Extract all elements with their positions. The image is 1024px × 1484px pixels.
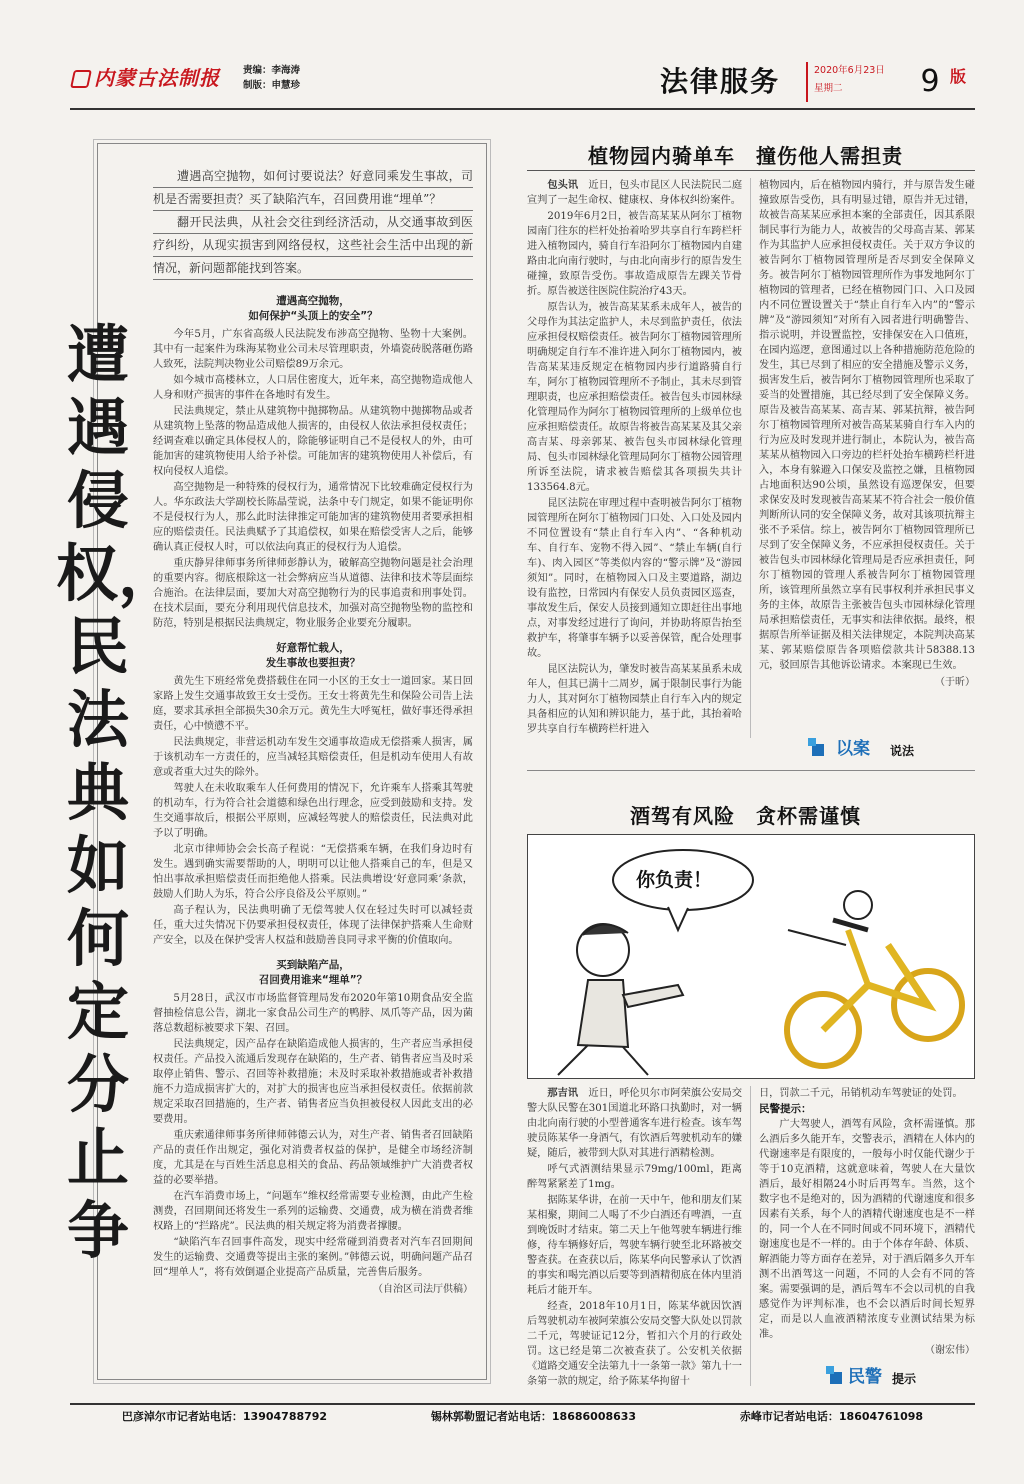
footer-rule (70, 1403, 975, 1405)
story1-title-rule (527, 170, 975, 171)
article-paragraph: 民法典规定，禁止从建筑物中抛掷物品。从建筑物中抛掷物品或者从建筑物上坠落的物品造成他人损害的，由侵权人依法承担侵权责任；经调查难以确定具体侵权人的，除能够证明自己不是侵权人的外，由可能加害的建筑物使用人给予补偿。可能加害的建筑物使用人补偿后，有权向侵权人追偿。 (153, 406, 473, 477)
story1-col2 (759, 178, 975, 692)
article-paragraph: 在汽车消费市场上，“问题车”维权经常需要专业检测，由此产生检测费，召回期间还将发生一系列的运输费、交通费，成为横在消费者维权路上的“拦路虎”。民法典的相关规定将为消费者撑腰。 (153, 1191, 473, 1232)
section-heading: 买到缺陷产品， 召回费用谁来“埋单”？ (258, 959, 368, 986)
cartoon-illustration (527, 834, 975, 1079)
badge-sub: 说法 (890, 744, 915, 758)
section-separator (527, 770, 975, 771)
article-paragraph: 据陈某华讲，在前一天中午，他和朋友们某某相聚，期间二人喝了不少白酒还有啤酒，一直到晚饭时才结束。第二天上午他驾驶车辆进行维修，待车辆修好后，驾驶车辆行驶至北环路被交警查获。在查获以后，陈某华向民警承认了饮酒的事实和喝完酒以后要等到酒精彻底在体内里消耗后才能开车。 (527, 1195, 742, 1296)
footer-contacts (70, 1408, 975, 1424)
article-paragraph: 5月28日，武汉市市场监督管理局发布2020年第10期食品安全监督抽检信息公告，湖北一家食品公司生产的鸭脖、凤爪等产品，因为菌落总数超标被要求下架、召回。 (153, 993, 473, 1034)
intro-paragraph: 翻开民法典，从社会交往到经济活动，从交通事故到医疗纠纷，从现实损害到网络侵权，这些社会生活中出现的新情况，新问题都能找到答案。 (153, 211, 473, 280)
article-paragraph: 重庆索通律师事务所律师韩德云认为，对生产者、销售者召回缺陷产品的责任作出规定，强化对消费者权益的保护，是健全市场经济制度，尤其是在与百姓生活息息相关的食品、药品领域维护广大消费者权益的必要举措。 (153, 1130, 473, 1186)
article-paragraph: 2019年6月2日，被告高某某从阿尔丁植物园南门往东的栏杆处抬着哈罗共享自行车跨栏杆进入植物园内，骑自行车沿阿尔丁植物园内自建路由北向南行驶时，与由北向南步行的原告发生碰撞，致原告受伤。事故造成原告左踝关节骨折。原告被送往医院住院治疗43天。 (527, 211, 742, 297)
article-paragraph: 广大驾驶人，酒驾有风险，贪杯需谨慎。那么酒后多久能开车，交警表示，酒精在人体内的代谢速率是有限度的，一般每小时仅能代谢少于等于10克酒精，这就意味着，驾驶人在大量饮酒后，最好相隔24小时后再驾车。当然，这个数字也不是绝对的，因为酒精的代谢速度和很多因素有关系，每个人的酒精代谢速度也是不一样的，同一个人在不同时间或不同环境下，酒精代谢速度也是不一样的。由于个体存年龄、体质、解酒能力等方面存在差异，对于酒后隔多久开车测不出酒驾这一问题，不同的人会有不同的答案。需要强调的是，酒后驾车不会以司机的自我感觉作为评判标准，也不会以酒后时间长短界定，而是以人血液酒精浓度专业测试结果为标准。 (759, 1119, 975, 1340)
page-suffix: 版 (950, 67, 967, 86)
footer-contact: 赤峰市记者站电话：18604761098 (739, 1410, 924, 1423)
article-paragraph: 原告认为，被告高某某系未成年人，被告的父母作为其法定监护人，未尽到监护责任，依法应承担侵权赔偿责任。被告阿尔丁植物园管理所明确规定自行车不准许进入阿尔丁植物园内，被告高某某违反规定在植物园内步行道路骑自行车，阿尔丁植物园管理所不予制止，其未尽到管理职责，也应承担赔偿责任。被告包头市园林绿化管理局作为阿尔丁植物园管理所的上级单位也应承担赔偿责任。故原告将被告高某某及其父亲高吉某、母亲郭某、被告包头市园林绿化管理局、包头市园林绿化管理局阿尔丁植物公园管理所诉至法院，请求被告赔偿其各项损失共计133564.8元。 (527, 302, 742, 493)
page-number: 9 (920, 64, 940, 99)
case-badge (808, 734, 938, 764)
left-article (153, 294, 473, 1299)
dateline-tag: 包头讯 (547, 180, 579, 191)
story1-col1 (527, 178, 742, 738)
article-paragraph: 黄先生下班经常免费搭载住在同一小区的王女士一道回家。某日回家路上发生交通事故致王女士受伤。王女士将黄先生和保险公司告上法庭，要求其承担全部损失30余万元。黄先生大呼冤枉，做好事还得承担责任，心中愤懑不平。 (153, 676, 473, 732)
header-rule (70, 108, 975, 110)
editor-name: 责编：李海涛 (243, 65, 301, 76)
article-paragraph: 日，罚款二千元，吊销机动车驾驶证的处罚。 (759, 1088, 963, 1099)
story2-col2 (759, 1086, 975, 1359)
bicycle-icon (787, 891, 962, 1066)
article-paragraph: 昆区法院在审理过程中查明被告阿尔丁植物园管理所在阿尔丁植物园门口处、入口处及园内不同位置设有“禁止自行车入内”、“各种机动车、自行车、宠物不得入园”、“禁止车辆(自行车)、肉入园区”等类似内容的“警示牌”及“游园须知”。同时，在植物园入口及主要道路，湖边设有监控，日常园内有保安人员负责园区巡查，事故发生后，保安人员接到通知立即赶往出事地点，对事发经过进行了询问，并协助将原告抬至救护车，将肇事车辆予以妥善保管，配合处理事故。 (527, 498, 742, 659)
section-title: 法律服务 (660, 65, 781, 98)
dateline-tag: 那吉讯 (547, 1088, 579, 1099)
masthead-logo: 内蒙古法制报 (72, 62, 232, 92)
person-figure-icon (558, 924, 683, 1075)
section-heading: 好意帮忙载人， 发生事故也要担责？ (265, 642, 361, 669)
article-paragraph: 经查，2018年10月1日，陈某华就因饮酒后驾驶机动车被阿荣旗公安局交警大队处以罚款二千元，驾驶证记12分，暂扣六个月的行政处罚。这已经是第二次被查获了。公安机关依据《道路交通安全法第九十一条第一款》第九十一条第一款的规定，给予陈某华拘留十 (527, 1301, 742, 1387)
article-paragraph: 高子程认为，民法典明确了无偿驾驶人仅在轻过失时可以减轻责任，重大过失情况下仍要承担侵权责任，体现了法律保护搭乘人生命财产安全，以及在保护受害人权益和鼓励善良同寻求平衡的价值取向。 (153, 905, 473, 946)
article-paragraph: 北京市律师协会会长高子程说：“无偿搭乘车辆，在我们身边时有发生。遇到确实需要帮助的人，明明可以让他人搭乘自己的车，但是又怕出事故承担赔偿责任而拒绝他人搭乘。民法典增设‘好意同乘’条款，鼓励人们助人为乐，符合公序良俗及公平原则。” (153, 844, 473, 900)
column-divider (750, 178, 751, 738)
article-paragraph: 民法典规定，非营运机动车发生交通事故造成无偿搭乘人损害，属于该机动车一方责任的，应当减轻其赔偿责任，但是机动车使用人有故意或者重大过失的除外。 (153, 737, 473, 778)
badge-main: 以案 (836, 739, 870, 759)
big-vertical-title: 遭遇侵权，民法典如何定分止争 (56, 318, 181, 1267)
logo-mark-icon (70, 70, 92, 88)
article-paragraph: 民法典规定，因产品存在缺陷造成他人损害的，生产者应当承担侵权责任。产品投入流通后发现存在缺陷的，生产者、销售者应当及时采取停止销售、警示、召回等补救措施；未及时采取补救措施或者补救措施不力造成损害扩大的，对扩大的损害也应当承担侵权责任。依据前款规定采取召回措施的，生产者、销售者应当负担被侵权人因此支出的必要费用。 (153, 1039, 473, 1125)
story2-title: 酒驾有风险 贪杯需谨慎 (630, 804, 861, 828)
date-box (806, 62, 918, 102)
article-paragraph: 今年5月，广东省高级人民法院发布涉高空抛物、坠物十大案例。其中有一起案件为珠海某物业公司未尽管理职责，外墙瓷砖脱落砸伤路人致死，法院判决物业公司赔偿89万余元。 (153, 329, 473, 370)
article-paragraph: 驾驶人在未收取乘车人任何费用的情况下，允许乘车人搭乘其驾驶的机动车，行为符合社会道德和绿色出行理念，应受到鼓励和支持。发生交通事故后，根据公平原则，应减轻驾驶人的赔偿责任，民法典对此予以了明确。 (153, 783, 473, 839)
producer-name: 制版：申慧珍 (243, 80, 301, 91)
badge-square-icon (808, 738, 816, 746)
badge-square-icon (826, 1366, 834, 1374)
issue-weekday: 星期二 (814, 83, 843, 94)
police-badge (826, 1362, 956, 1392)
police-tip-label: 民警提示： (759, 1103, 812, 1115)
cartoon-speech-text: 你负责！ (636, 869, 713, 891)
intro-block (153, 165, 473, 280)
badge-sub: 提示 (892, 1372, 917, 1386)
article-paragraph: 包头讯 近日，包头市昆区人民法院民二庭宣判了一起生命权、健康权、身体权纠纷案件。 (527, 180, 743, 206)
article-paragraph: 昆区法院认为，肇发时被告高某某虽系未成年人，但其已满十二周岁，属于限制民事行为能力人，其对阿尔丁植物园禁止自行车入内的规定具备相应的认知和辨识能力，基于此，其抬着哈罗共享自行车横跨栏杆进入 (527, 664, 742, 735)
article-paragraph: 高空抛物是一种特殊的侵权行为，通常情况下比较难确定侵权行为人。华东政法大学副校长陈晶莹说，法条中专门规定，如果不能证明你不是侵权行为人，那么此时法律推定可能加害的建筑物使用者要承担相应的赔偿责任。民法典赋予了其追偿权，如果在赔偿受害人之后，能够确认真正侵权人时，可以依法向真正的侵权行为人追偿。 (153, 482, 473, 553)
article-paragraph: 重庆静昇律师事务所律师彭静认为，破解高空抛物问题是社会治理的重要内容。彻底根除这一社会弊病应当从道德、法律和技术等层面综合施治。在法律层面，要加大对高空抛物行为的民事追责和刑事处罚。在技术层面，要充分利用现代信息技术，加强对高空抛物坠物的监控和防范，特别是根据民法典规定，物业服务企业要充分履职。 (153, 558, 473, 629)
section-heading: 遭遇高空抛物， 如何保护“头顶上的安全”？ (248, 295, 378, 322)
article-paragraph: “缺陷汽车召回事件高发，现实中经常碰到消费者对汽车召回期间发生的运输费、交通费等提出主张的案例。”韩德云说，明确问题产品召回“埋单人”，将有效倒逼企业提高产品质量，完善售后服务。 (153, 1237, 473, 1278)
article-paragraph: 植物园内，后在植物园内骑行，并与原告发生碰撞致原告受伤，具有明显过错，原告并无过错，故被告高某某应承担本案的全部责任，因其系限制民事行为能力人，故被告的父母高吉某、郭某作为其监护人应承担侵权责任。关于双方争议的被告阿尔丁植物园管理所是否尽到安全保障义务。被告阿尔丁植物园管理所作为事发地阿尔丁植物园的管理者，已经在植物园门口、入口及园内不同位置设置关于“禁止自行车入内”的“警示牌”及“游园须知”对所有入园者进行明确警告、指示说明，并设置监控，安排保安在入口值班，在园内巡逻，意图通过以上各种措施防范危险的发生，其已尽到了相应的安全措施及警示义务，损害发生后，被告阿尔丁植物园管理所也采取了妥当的处置措施，其已经尽到了安全保障义务。原告及被告高某某、高吉某、郭某抗辩，被告阿尔丁植物园管理所对被告高某某骑自行车入内的行为应及时发现并进行制止，本院认为，被告高某某从植物园入口旁边的栏杆处抬车横跨栏杆进入，本身有躲避入口保安及监控之嫌，且植物园占地面积达90公顷，虽然设有巡逻保安，但要求保安及时发现被告高某某不符合社会一般价值判断所认同的安全保障义务，故对其该项抗辩主张不予采信。综上，被告阿尔丁植物园管理所已尽到了安全保障义务，不应承担侵权责任。关于被告包头市园林绿化管理局是否应承担责任，阿尔丁植物园的管理人系被告阿尔丁植物园管理所，该管理所虽然立享有民事权利并承担民事义务的主体，故原告主张被告包头市园林绿化管理局承担赔偿责任，无事实和法律依据。最终，根据原告所举证据及相关法律规定，本院判决高某某、郭某赔偿原告各项赔偿款共计58388.13元，驳回原告其他诉讼请求。本案现已生效。 (759, 180, 975, 671)
editor-credit (243, 63, 300, 93)
story1-title: 植物园内骑单车 撞伤他人需担责 (588, 144, 903, 168)
article-paragraph: 呼气式酒测结果显示79mg/100ml，距离醉驾紧紧差了1mg。 (527, 1164, 742, 1190)
intro-paragraph: 遭遇高空抛物，如何讨要说法？好意同乘发生事故，司机是否需要担责？买了缺陷汽车，召回费用谁“埋单”？ (153, 165, 473, 211)
article-paragraph: 那吉讯 近日，呼伦贝尔市阿荣旗公安局交警大队民警在301国道北环路口执勤时，对一辆由北向南行驶的小型普通客车进行检查。该车驾驶员陈某华一身酒气，有饮酒后驾驶机动车的嫌疑，随后，被带到大队对其进行酒精检测。 (527, 1088, 743, 1159)
footer-contact: 锡林郭勒盟记者站电话：18686008633 (430, 1410, 637, 1423)
author-credit: （谢宏伟） (925, 1345, 975, 1356)
column-divider (750, 1086, 751, 1386)
source-credit: （自治区司法厅供稿） (373, 1284, 473, 1295)
footer-contact: 巴彦淖尔市记者站电话：13904788792 (121, 1410, 328, 1423)
author-credit: （于昕） (935, 677, 975, 688)
article-paragraph: 如今城市高楼林立，人口居住密度大，近年来，高空抛物造成他人人身和财产损害的事件在各地时有发生。 (153, 375, 473, 401)
story2-col1 (527, 1086, 742, 1390)
issue-date: 2020年6月23日 (814, 65, 885, 76)
cartoon-svg (528, 835, 974, 1078)
badge-main: 民警 (848, 1367, 882, 1387)
